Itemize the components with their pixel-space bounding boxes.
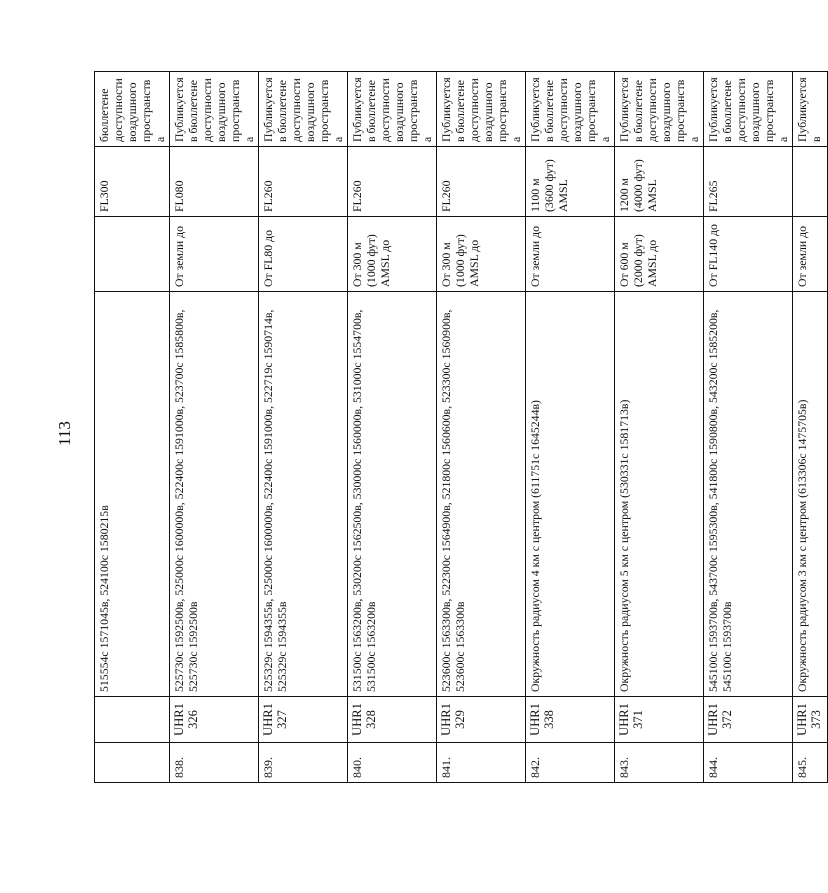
publication-note: Публикуется в: [793, 72, 828, 147]
row-number: 840.: [348, 743, 437, 783]
upper-limit: 1200 м (4000 фут) AMSL: [615, 147, 704, 217]
lower-limit: От земли до: [793, 217, 828, 292]
upper-limit: [793, 147, 828, 217]
airspace-table-container: [94, 72, 823, 783]
row-number: [95, 743, 170, 783]
upper-limit: FL260: [348, 147, 437, 217]
zone-geometry: Окружность радиусом 5 км с центром (530331с 1581713в): [615, 292, 704, 697]
row-number: 839.: [259, 743, 348, 783]
airspace-table: [94, 71, 828, 783]
table-row: [793, 72, 828, 783]
page-number: 113: [55, 421, 74, 446]
upper-limit: 1100 м (3600 фут) AMSL: [526, 147, 615, 217]
upper-limit: FL300: [95, 147, 170, 217]
row-number: 843.: [615, 743, 704, 783]
publication-note: Публикуется в бюллетене доступности воздушного пространства: [704, 72, 793, 147]
publication-note: Публикуется в бюллетене доступности воздушного пространства: [437, 72, 526, 147]
lower-limit: От 600 м (2000 фут) AMSL до: [615, 217, 704, 292]
airspace-table-rotated: [94, 72, 823, 783]
publication-note: бюллетене доступности воздушного пространства: [95, 72, 170, 147]
table-row: [615, 72, 704, 783]
zone-geometry: Окружность радиусом 3 км с центром (613306с 1475705в): [793, 292, 828, 697]
upper-limit: FL080: [170, 147, 259, 217]
lower-limit: От FL80 до: [259, 217, 348, 292]
publication-note: Публикуется в бюллетене доступности воздушного пространства: [259, 72, 348, 147]
zone-code: UHR1338: [526, 697, 615, 743]
lower-limit: От земли до: [526, 217, 615, 292]
row-number: 838.: [170, 743, 259, 783]
zone-code: UHR1373: [793, 697, 828, 743]
lower-limit: От FL140 до: [704, 217, 793, 292]
row-number: 842.: [526, 743, 615, 783]
upper-limit: FL260: [259, 147, 348, 217]
zone-geometry: 515554с 1571045в, 524100с 1580215в: [95, 292, 170, 697]
row-number: 844.: [704, 743, 793, 783]
publication-note: Публикуется в бюллетене доступности воздушного пространства: [170, 72, 259, 147]
zone-code: [95, 697, 170, 743]
zone-code: UHR1371: [615, 697, 704, 743]
table-row: [95, 72, 170, 783]
table-row: [259, 72, 348, 783]
lower-limit: [95, 217, 170, 292]
publication-note: Публикуется в бюллетене доступности воздушного пространства: [348, 72, 437, 147]
zone-geometry: 545100с 1593700в, 543700с 1595300в, 541800с 1590800в, 543200с 1585200в, 545100с 1593700в: [704, 292, 793, 697]
zone-code: UHR1329: [437, 697, 526, 743]
zone-geometry: Окружность радиусом 4 км с центром (611751с 1645244в): [526, 292, 615, 697]
publication-note: Публикуется в бюллетене доступности воздушного пространства: [526, 72, 615, 147]
lower-limit: От 300 м (1000 фут) AMSL до: [348, 217, 437, 292]
table-row: [170, 72, 259, 783]
zone-geometry: 525730с 1592500в, 525000с 1600000в, 522400с 1591000в, 523700с 1585800в, 525730с 1592500в: [170, 292, 259, 697]
table-row: [526, 72, 615, 783]
upper-limit: FL260: [437, 147, 526, 217]
publication-note: Публикуется в бюллетене доступности воздушного пространства: [615, 72, 704, 147]
zone-geometry: 525329с 1594355в, 525000с 1600000в, 522400с 1591000в, 522719с 1590714в, 525329с 1594355в: [259, 292, 348, 697]
zone-geometry: 523600с 1563300в, 522300с 1564900в, 521800с 1560600в, 523300с 1560900в, 523600с 1563300в: [437, 292, 526, 697]
table-row: [437, 72, 526, 783]
zone-geometry: 531500с 1563200в, 530200с 1562500в, 530000с 1560000в, 531000с 1554700в, 531500с 1563200в: [348, 292, 437, 697]
lower-limit: От земли до: [170, 217, 259, 292]
zone-code: UHR1327: [259, 697, 348, 743]
upper-limit: FL265: [704, 147, 793, 217]
zone-code: UHR1372: [704, 697, 793, 743]
row-number: 841.: [437, 743, 526, 783]
zone-code: UHR1326: [170, 697, 259, 743]
table-row: [704, 72, 793, 783]
table-row: [348, 72, 437, 783]
row-number: 845.: [793, 743, 828, 783]
lower-limit: От 300 м (1000 фут) AMSL до: [437, 217, 526, 292]
zone-code: UHR1328: [348, 697, 437, 743]
